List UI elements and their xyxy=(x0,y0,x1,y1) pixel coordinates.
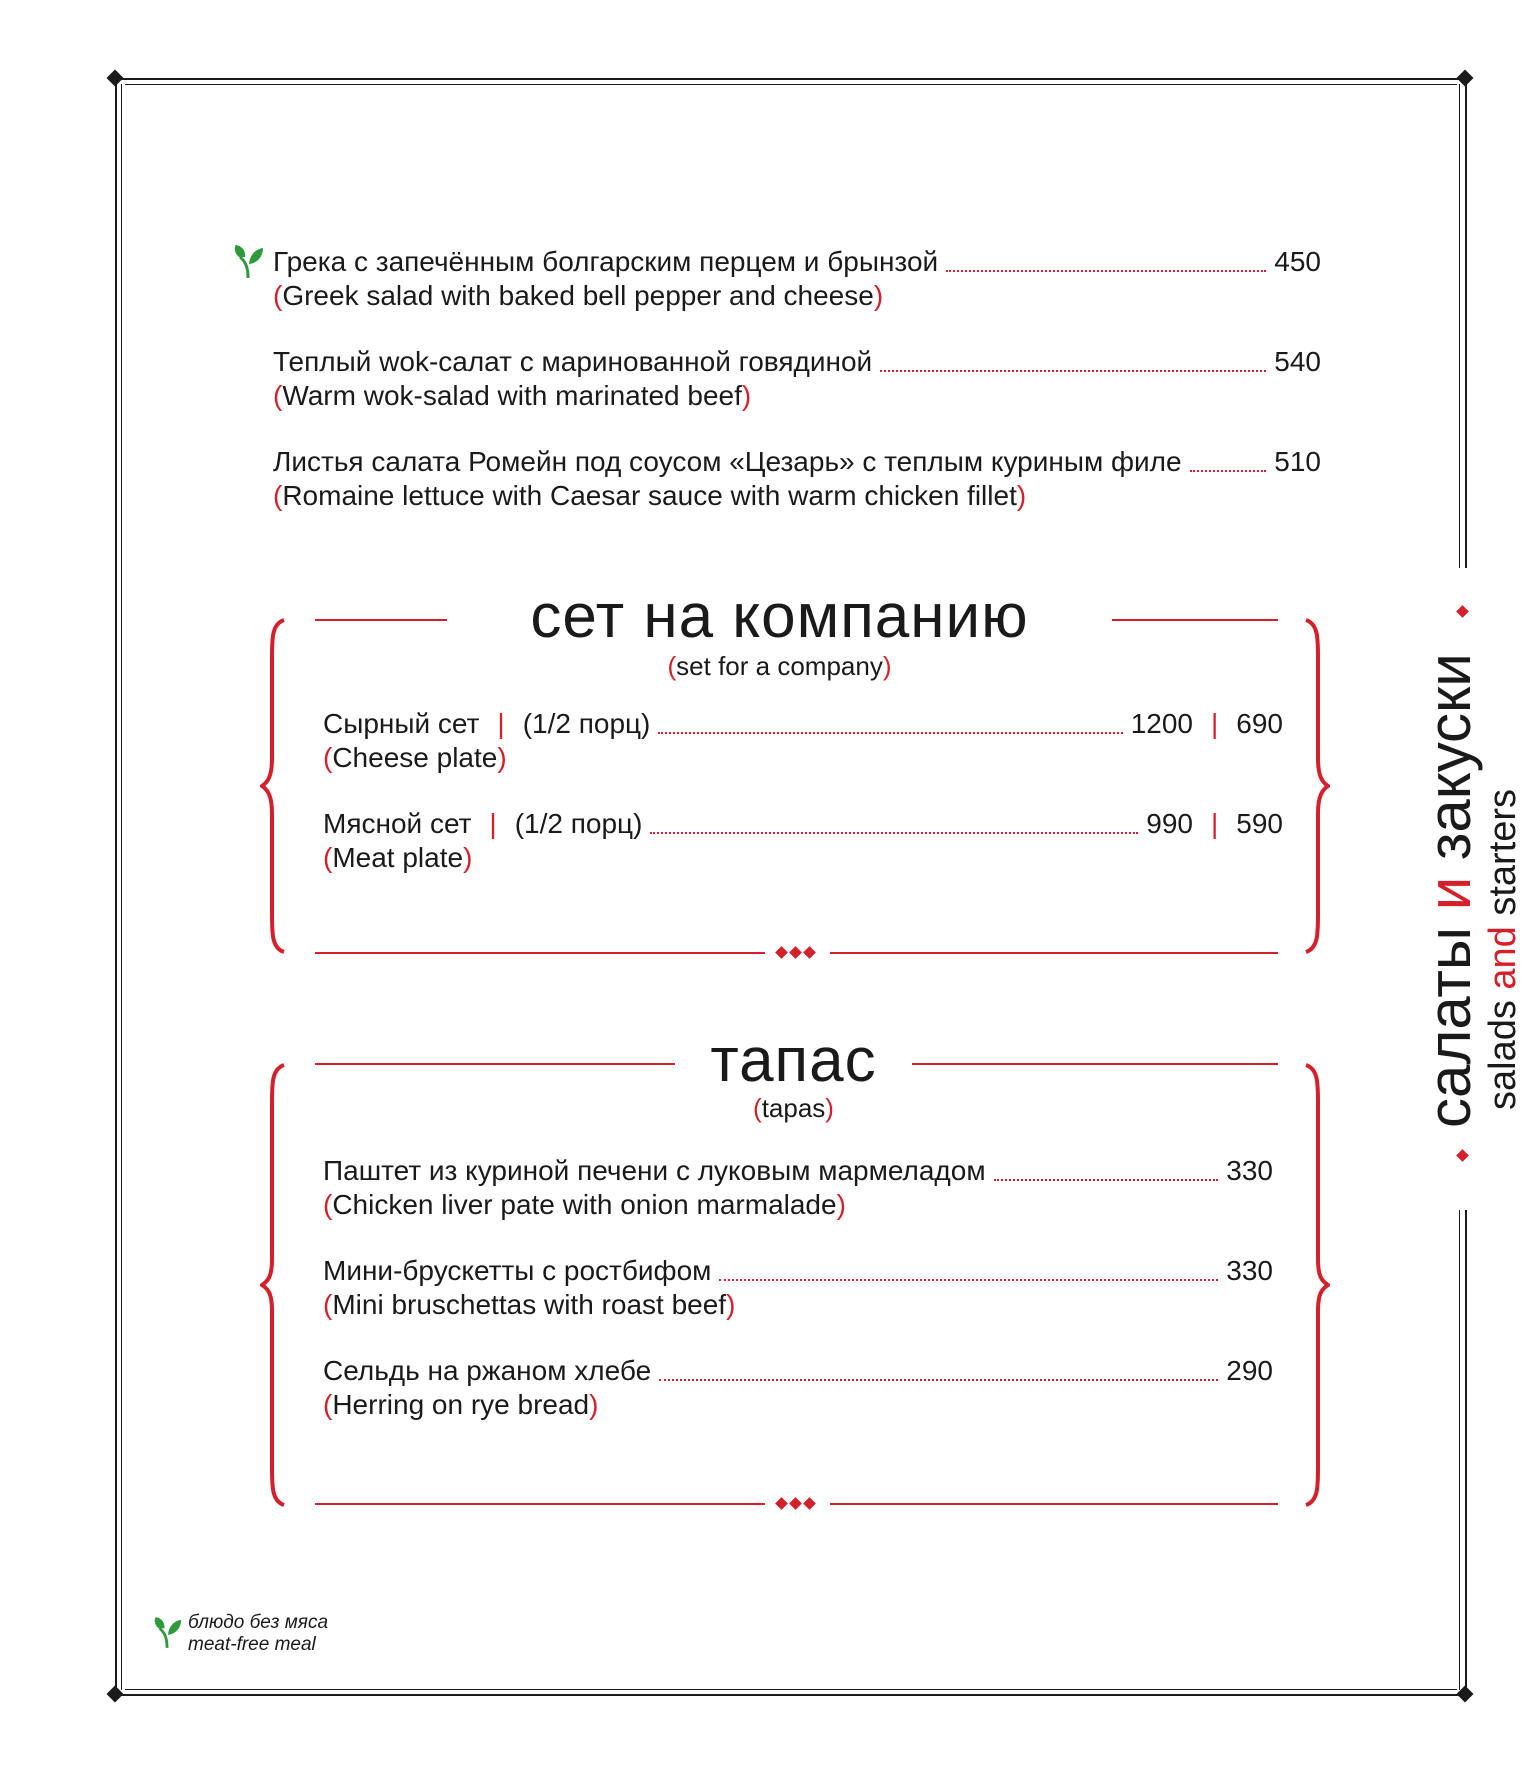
dot-leader xyxy=(946,270,1266,272)
paren-open: ( xyxy=(273,380,283,411)
dot-leader xyxy=(658,732,1122,734)
item-name: Сырный сет xyxy=(323,708,480,739)
item-name-en xyxy=(323,1388,1273,1422)
item-half-portion: (1/2 порц) xyxy=(514,808,643,839)
paren-open: ( xyxy=(323,1389,333,1420)
paren-open: ( xyxy=(323,842,333,873)
section-subtitle xyxy=(675,1093,912,1123)
side-label xyxy=(1416,653,1536,1638)
separator: | xyxy=(1211,808,1219,839)
paren-open: ( xyxy=(323,1189,333,1220)
bottom-rule-right xyxy=(830,1503,1278,1505)
side-label-ru-2: закуски xyxy=(1416,653,1483,877)
item-price: 290 xyxy=(1226,1355,1273,1386)
item-name: Листья салата Ромейн под соусом «Цезарь» с теплым куриным филе xyxy=(273,446,1182,477)
diamond-ornament xyxy=(777,948,814,957)
frame-left-inner xyxy=(121,84,122,1690)
section-title: тапас xyxy=(710,1026,877,1095)
dot-leader xyxy=(719,1279,1218,1281)
item-price: 330 xyxy=(1226,1255,1273,1286)
paren-open: ( xyxy=(273,280,283,311)
paren-open: ( xyxy=(753,1093,762,1123)
item-name-en xyxy=(323,1188,1273,1222)
dot-leader xyxy=(659,1379,1218,1381)
item-name-en-text: Herring on rye bread xyxy=(332,1389,590,1420)
item-name: Мясной сет xyxy=(323,808,472,839)
item-name-en-text: Romaine lettuce with Caesar sauce with warm chicken fillet xyxy=(282,480,1017,511)
item-half-portion: (1/2 порц) xyxy=(522,708,651,739)
item-name: Паштет из куриной печени с луковым мармеладом xyxy=(323,1155,986,1186)
section-title: сет на компанию xyxy=(530,582,1029,651)
paren-close: ) xyxy=(741,380,752,411)
frame-top xyxy=(115,78,1467,80)
side-label-ornament xyxy=(1456,605,1469,618)
legend-en: meat-free meal xyxy=(188,1634,316,1655)
item-name: Сельдь на ржаном хлебе xyxy=(323,1355,652,1386)
frame-bottom-inner xyxy=(125,1689,1457,1690)
frame-left xyxy=(115,78,117,1696)
item-name-en-text: Chicken liver pate with onion marmalade xyxy=(332,1189,837,1220)
paren-close: ) xyxy=(836,1189,846,1220)
title-rule-right xyxy=(912,1063,1278,1065)
item-name-en xyxy=(323,741,1283,775)
menu-item xyxy=(323,1254,1273,1322)
section-subtitle xyxy=(447,651,1112,681)
item-price: 540 xyxy=(1274,346,1321,377)
item-name: Мини-брускетты с ростбифом xyxy=(323,1255,712,1286)
diamond-ornament xyxy=(777,1499,814,1508)
side-label-ru-1: салаты xyxy=(1416,910,1483,1128)
right-curly-brace xyxy=(1300,618,1330,954)
separator: | xyxy=(497,708,505,739)
bottom-rule-left xyxy=(315,1503,765,1505)
item-name: Грека с запечённым болгарским перцем и брынзой xyxy=(273,246,939,277)
item-name-en xyxy=(273,279,1321,313)
title-rule-left xyxy=(315,619,447,621)
item-price-half: 590 xyxy=(1236,808,1283,839)
side-label-en xyxy=(1482,618,1524,1128)
separator: | xyxy=(489,808,497,839)
paren-close: ) xyxy=(825,1093,834,1123)
paren-close: ) xyxy=(726,1289,736,1320)
side-label-ru xyxy=(1418,618,1482,1128)
title-rule-right xyxy=(1112,619,1278,621)
paren-open: ( xyxy=(273,480,283,511)
menu-item xyxy=(273,345,1321,413)
section-subtitle-text: set for a company xyxy=(676,651,883,681)
item-name-en-text: Warm wok-salad with marinated beef xyxy=(282,380,742,411)
dot-leader xyxy=(994,1179,1219,1181)
section-subtitle-text: tapas xyxy=(761,1093,826,1123)
left-curly-brace xyxy=(260,618,290,954)
bottom-rule-left xyxy=(315,952,765,954)
paren-open: ( xyxy=(323,1289,333,1320)
paren-close: ) xyxy=(1016,480,1027,511)
bottom-rule-right xyxy=(830,952,1278,954)
item-name-en-text: Mini bruschettas with roast beef xyxy=(332,1289,727,1320)
item-price-half: 690 xyxy=(1236,708,1283,739)
separator: | xyxy=(1211,708,1219,739)
side-label-en-conj: and xyxy=(1482,926,1524,990)
menu-item xyxy=(323,1154,1273,1222)
paren-close: ) xyxy=(497,742,507,773)
dot-leader xyxy=(880,370,1266,372)
title-rule-left xyxy=(315,1063,675,1065)
item-price: 510 xyxy=(1274,446,1321,477)
leaf-icon xyxy=(154,1616,182,1650)
paren-close: ) xyxy=(589,1389,599,1420)
side-label-en-1: salads xyxy=(1482,989,1524,1110)
side-label-ru-conj: и xyxy=(1416,876,1483,911)
item-name-en-text: Greek salad with baked bell pepper and cheese xyxy=(282,280,874,311)
menu-item xyxy=(323,707,1283,775)
dot-leader xyxy=(1190,470,1267,472)
frame-top-inner xyxy=(125,84,1457,85)
menu-item xyxy=(323,807,1283,875)
side-label-en-2: starters xyxy=(1482,788,1524,927)
item-price: 1200 xyxy=(1130,708,1193,739)
item-price: 450 xyxy=(1274,246,1321,277)
item-name-en xyxy=(323,841,1283,875)
right-curly-brace xyxy=(1300,1063,1330,1507)
item-name-en-text: Cheese plate xyxy=(332,742,498,773)
paren-open: ( xyxy=(323,742,333,773)
frame-right-inner xyxy=(1459,84,1460,568)
paren-open: ( xyxy=(667,651,677,681)
menu-item xyxy=(273,245,1321,313)
paren-close: ) xyxy=(882,651,892,681)
menu-item xyxy=(323,1354,1273,1422)
leaf-icon xyxy=(234,244,264,280)
item-price: 990 xyxy=(1146,808,1193,839)
menu-item xyxy=(273,445,1321,513)
paren-close: ) xyxy=(873,280,884,311)
item-name-en-text: Meat plate xyxy=(332,842,464,873)
item-name: Теплый wok-салат с маринованной говядиной xyxy=(273,346,873,377)
item-price: 330 xyxy=(1226,1155,1273,1186)
legend-ru: блюдо без мяса xyxy=(188,1612,329,1633)
item-name-en xyxy=(273,379,1321,413)
item-name-en xyxy=(323,1288,1273,1322)
item-name-en xyxy=(273,479,1321,513)
frame-right xyxy=(1465,78,1467,568)
frame-bottom xyxy=(115,1694,1467,1696)
paren-close: ) xyxy=(463,842,473,873)
left-curly-brace xyxy=(260,1063,290,1507)
dot-leader xyxy=(650,832,1138,834)
